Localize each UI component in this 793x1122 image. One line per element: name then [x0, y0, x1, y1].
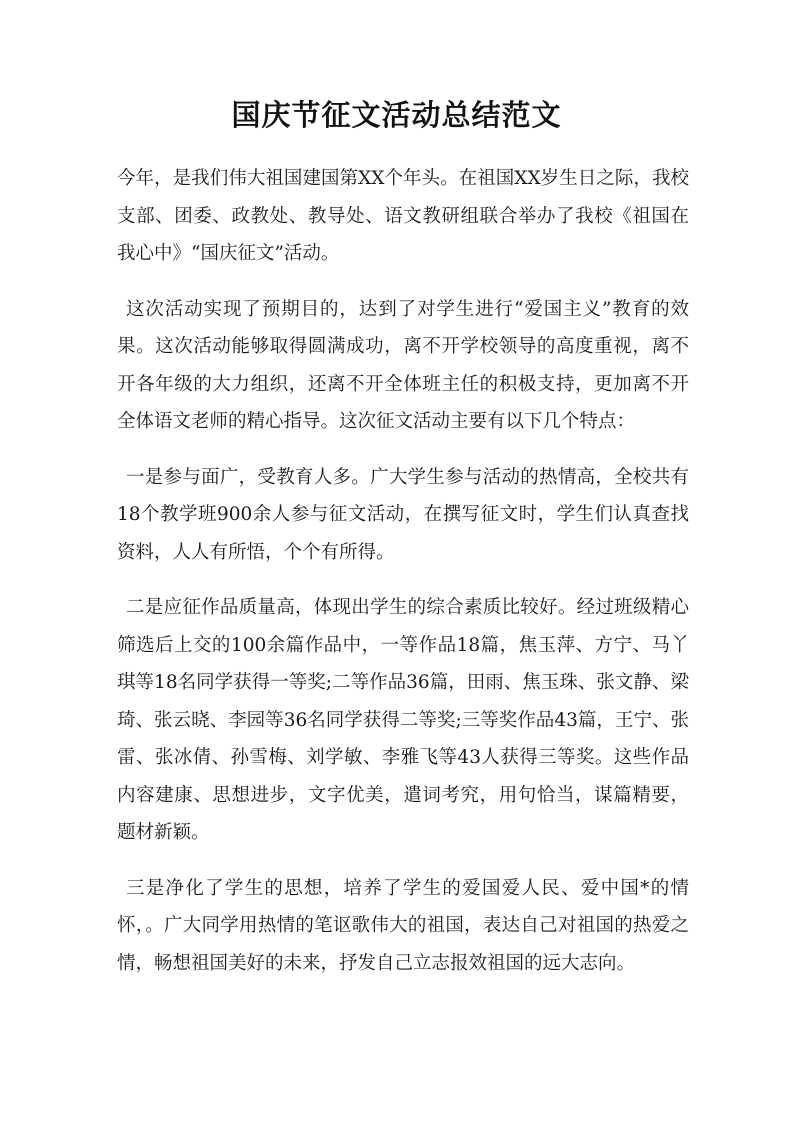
paragraph-point-three: 三是净化了学生的思想，培养了学生的爱国爱人民、爱中国*的情怀，。广大同学用热情的笔讴歌伟大的祖国，表达自己对祖国的热爱之情，畅想祖国美好的未来，抒发自己立志报效祖国的远大志向。 [117, 877, 689, 974]
paragraph-point-two: 二是应征作品质量高，体现出学生的综合素质比较好。经过班级精心筛选后上交的100余篇作品中，一等作品18篇，焦玉萍、方宁、马丫琪等18名同学获得一等奖;二等作品36篇，田雨、焦玉珠、张文静、梁琦、张云晓、李园等36名同学获得二等奖;三等奖作品43篇，王宁、张雷、张冰倩、孙雪梅、刘学敏、李雅飞等43人获得三等奖。这些作品内容建康、思想进步，文字优美，遣词考究，用句恰当，谋篇精要，题材新颖。 [117, 597, 689, 843]
paragraph-intro: 今年，是我们伟大祖国建国第XX个年头。在祖国XX岁生日之际，我校支部、团委、政教处、教导处、语文教研组联合举办了我校《祖国在我心中》“国庆征文”活动。 [117, 168, 689, 264]
paragraph-purpose: 这次活动实现了预期目的，达到了对学生进行“爱国主义”教育的效果。这次活动能够取得圆满成功，离不开学校领导的高度重视，离不开各年级的大力组织，还离不开全体班主任的积极支持，更加离不开全体语文老师的精心指导。这次征文活动主要有以下几个特点： [117, 298, 689, 432]
document-body [117, 160, 689, 1000]
paragraph-point-one: 一是参与面广，受教育人多。广大学生参与活动的热情高，全校共有18个教学班900余人参与征文活动，在撰写征文时，学生们认真查找资料，人人有所悟，个个有所得。 [117, 466, 689, 563]
document-title: 国庆节征文活动总结范文 [231, 98, 562, 132]
